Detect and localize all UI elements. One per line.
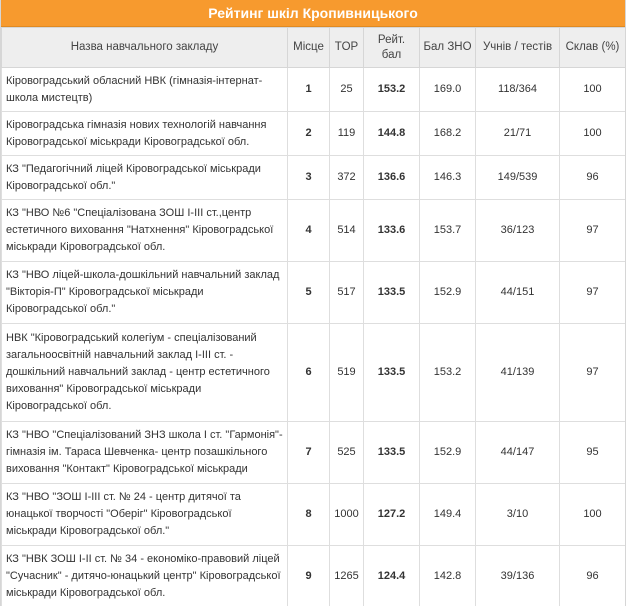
school-students: 41/139 bbox=[476, 324, 560, 422]
school-name: КЗ "НВК ЗОШ І-ІІ ст. № 34 - економіко-правовий ліцей "Сучасник" - дитячо-юнацький центр" Кіровоградської міськради Кіровоградської обл. bbox=[2, 546, 288, 606]
school-rating: 124.4 bbox=[364, 546, 420, 606]
school-passed: 100 bbox=[560, 484, 626, 546]
column-header-top: TOP bbox=[330, 28, 364, 68]
school-rating: 144.8 bbox=[364, 112, 420, 156]
column-header-place: Місце bbox=[288, 28, 330, 68]
school-passed: 100 bbox=[560, 68, 626, 112]
school-zno: 152.9 bbox=[420, 422, 476, 484]
schools-rating-table bbox=[1, 27, 626, 606]
school-top: 1265 bbox=[330, 546, 364, 606]
school-zno: 168.2 bbox=[420, 112, 476, 156]
school-zno: 142.8 bbox=[420, 546, 476, 606]
school-zno: 169.0 bbox=[420, 68, 476, 112]
school-students: 44/147 bbox=[476, 422, 560, 484]
table-row bbox=[2, 262, 626, 324]
school-place: 3 bbox=[288, 156, 330, 200]
school-passed: 97 bbox=[560, 324, 626, 422]
school-name: КЗ "НВО "Спеціалізований ЗНЗ школа І ст. "Гармонія"-гімназія ім. Тараса Шевченка- центр позашкільного виховання "Контакт" Кіровоградської міськради bbox=[2, 422, 288, 484]
school-rating: 153.2 bbox=[364, 68, 420, 112]
school-top: 1000 bbox=[330, 484, 364, 546]
table-row bbox=[2, 484, 626, 546]
school-passed: 100 bbox=[560, 112, 626, 156]
school-students: 149/539 bbox=[476, 156, 560, 200]
column-header-passed: Склав (%) bbox=[560, 28, 626, 68]
school-rating: 133.5 bbox=[364, 262, 420, 324]
school-top: 372 bbox=[330, 156, 364, 200]
table-row bbox=[2, 200, 626, 262]
school-passed: 96 bbox=[560, 546, 626, 606]
school-place: 6 bbox=[288, 324, 330, 422]
school-place: 7 bbox=[288, 422, 330, 484]
school-students: 21/71 bbox=[476, 112, 560, 156]
school-name: КЗ "НВО ліцей-школа-дошкільний навчальний заклад "Вікторія-П" Кіровоградської міськради Кіровоградської обл." bbox=[2, 262, 288, 324]
school-place: 8 bbox=[288, 484, 330, 546]
school-place: 5 bbox=[288, 262, 330, 324]
school-rating: 133.5 bbox=[364, 422, 420, 484]
table-title: Рейтинг шкіл Кропивницького bbox=[1, 0, 625, 27]
table-row bbox=[2, 324, 626, 422]
school-top: 519 bbox=[330, 324, 364, 422]
school-rating: 136.6 bbox=[364, 156, 420, 200]
school-zno: 153.2 bbox=[420, 324, 476, 422]
school-name: Кіровоградський обласний НВК (гімназія-інтернат-школа мистецтв) bbox=[2, 68, 288, 112]
school-zno: 149.4 bbox=[420, 484, 476, 546]
school-place: 2 bbox=[288, 112, 330, 156]
school-zno: 152.9 bbox=[420, 262, 476, 324]
school-passed: 97 bbox=[560, 200, 626, 262]
school-students: 118/364 bbox=[476, 68, 560, 112]
school-zno: 153.7 bbox=[420, 200, 476, 262]
school-place: 4 bbox=[288, 200, 330, 262]
school-rating: 133.5 bbox=[364, 324, 420, 422]
school-top: 25 bbox=[330, 68, 364, 112]
column-header-rating: Рейт. бал bbox=[364, 28, 420, 68]
school-top: 119 bbox=[330, 112, 364, 156]
school-rating: 133.6 bbox=[364, 200, 420, 262]
school-zno: 146.3 bbox=[420, 156, 476, 200]
table-row bbox=[2, 156, 626, 200]
column-header-zno: Бал ЗНО bbox=[420, 28, 476, 68]
school-name: НВК "Кіровоградський колегіум - спеціалізований загальноосвітній навчальний заклад І-ІІІ ст. - дошкільний навчальний заклад - центр естетичного виховання" Кіровоградської міськради Кіровоградської обл. bbox=[2, 324, 288, 422]
school-students: 39/136 bbox=[476, 546, 560, 606]
school-students: 44/151 bbox=[476, 262, 560, 324]
table-row bbox=[2, 112, 626, 156]
school-passed: 95 bbox=[560, 422, 626, 484]
school-students: 36/123 bbox=[476, 200, 560, 262]
school-passed: 97 bbox=[560, 262, 626, 324]
school-name: КЗ "НВО №6 "Спеціалізована ЗОШ І-ІІІ ст.,центр естетичного виховання "Натхнення" Кіровоградської міськради Кіровоградської обл. bbox=[2, 200, 288, 262]
school-top: 514 bbox=[330, 200, 364, 262]
table-row bbox=[2, 68, 626, 112]
school-name: КЗ "НВО "ЗОШ І-ІІІ ст. № 24 - центр дитячої та юнацької творчості "Оберіг" Кіровоградської міськради Кіровоградської обл." bbox=[2, 484, 288, 546]
school-name: КЗ "Педагогічний ліцей Кіровоградської міськради Кіровоградської обл." bbox=[2, 156, 288, 200]
column-header-students: Учнів / тестів bbox=[476, 28, 560, 68]
school-name: Кіровоградська гімназія нових технологій навчання Кіровоградської міськради Кіровоградської обл. bbox=[2, 112, 288, 156]
table-row bbox=[2, 546, 626, 606]
school-top: 517 bbox=[330, 262, 364, 324]
school-place: 1 bbox=[288, 68, 330, 112]
school-rating: 127.2 bbox=[364, 484, 420, 546]
column-header-name: Назва навчального закладу bbox=[2, 28, 288, 68]
school-passed: 96 bbox=[560, 156, 626, 200]
school-students: 3/10 bbox=[476, 484, 560, 546]
school-top: 525 bbox=[330, 422, 364, 484]
table-header-row bbox=[2, 28, 626, 68]
table-row bbox=[2, 422, 626, 484]
school-place: 9 bbox=[288, 546, 330, 606]
